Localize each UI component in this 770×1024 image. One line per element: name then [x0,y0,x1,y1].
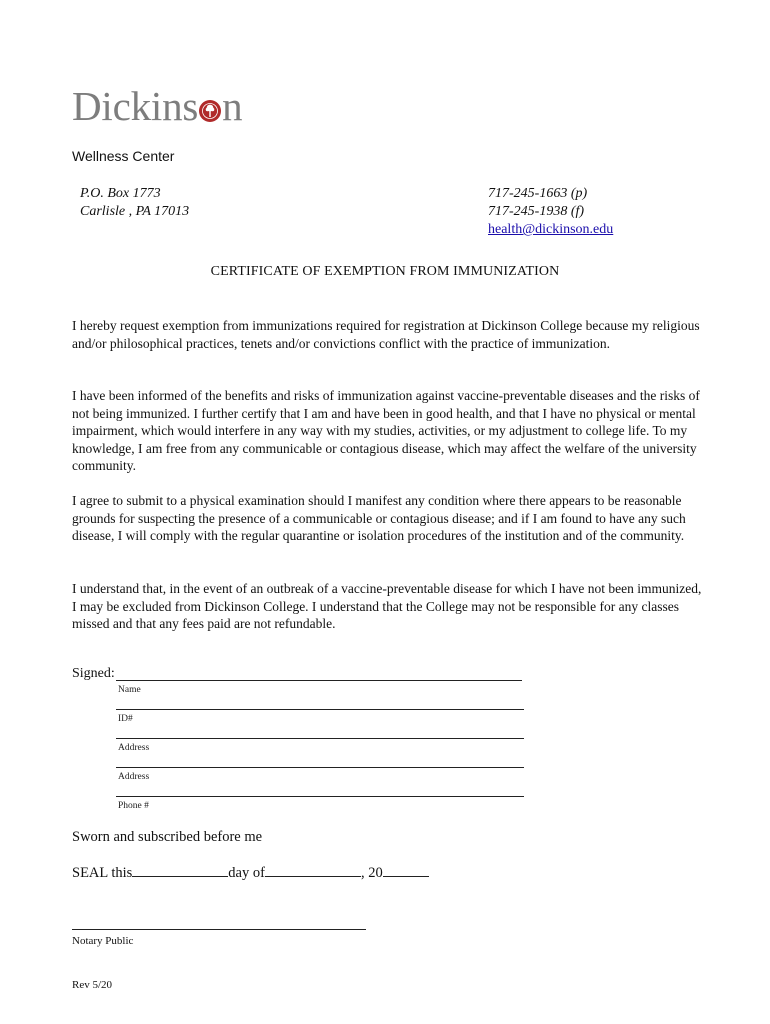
logo-text-prefix: Dickins [72,83,199,129]
phone-label: Phone # [118,801,149,811]
address-line-a[interactable] [116,738,524,739]
address-line-1: P.O. Box 1773 [80,186,161,201]
year-prefix-label: , 20 [360,865,383,881]
seal-year-blank[interactable] [383,864,429,877]
department-name: Wellness Center [72,148,175,164]
signed-label: Signed: [72,666,115,681]
document-title: CERTIFICATE OF EXEMPTION FROM IMMUNIZATION [210,264,560,279]
paragraph-outbreak: I understand that, in the event of an outbreak of a vaccine-preventable disease for which I have not been immunized, I may be excluded from Dickinson College. I understand that the College may not be responsible for any classes missed and that any fees paid are not refundable. [72,581,702,632]
id-label: ID# [118,714,133,724]
dickinson-logo [72,83,243,129]
day-of-label: day of [228,865,265,881]
name-label: Name [118,685,141,695]
signature-line[interactable] [116,680,522,681]
notary-signature-line[interactable] [72,929,366,930]
logo-text-suffix: n [222,83,243,129]
revision-label: Rev 5/20 [72,979,113,991]
paragraph-request: I hereby request exemption from immunizations required for registration at Dickinson College because my religious and/or philosophical practices, tenets and/or convictions conflict with the practice of immunization. [72,318,700,351]
id-line[interactable] [116,709,524,710]
seal-month-blank[interactable] [265,864,361,877]
seal-this-label: SEAL this [72,865,133,881]
contact-info [488,185,613,239]
seal-date-row [72,864,429,882]
address-line-b[interactable] [116,767,524,768]
paragraph-informed: I have been informed of the benefits and risks of immunization against vaccine-preventable diseases and the risks of not being immunized. I further certify that I am and have been in good health, and that I have no physical or mental impairment, which would interfere in any way with my studies, activities, or my adjustment to college life. To my knowledge, I am free from any communicable or contagious disease, which may affect the welfare of the university community. [72,388,700,474]
phone-line[interactable] [116,796,524,797]
sworn-statement: Sworn and subscribed before me [72,829,263,845]
email-link[interactable]: health@dickinson.edu [488,222,614,237]
address-label-1: Address [118,743,150,753]
phone-number: 717-245-1663 (p) [488,186,588,201]
seal-day-blank[interactable] [132,864,228,877]
address-label-2: Address [118,772,150,782]
paragraph-physical-exam: I agree to submit to a physical examination should I manifest any condition where there appears to be reasonable grounds for suspecting the presence of a communicable or contagious disease; and if I am found to have any such disease, I will comply with the regular quarantine or isolation procedures of the institution and of the community. [72,493,686,544]
mailing-address [80,185,189,221]
notary-public-label: Notary Public [72,935,134,947]
address-line-2: Carlisle , PA 17013 [80,204,190,219]
fax-number: 717-245-1938 (f) [488,204,585,219]
college-seal-icon [199,100,221,122]
